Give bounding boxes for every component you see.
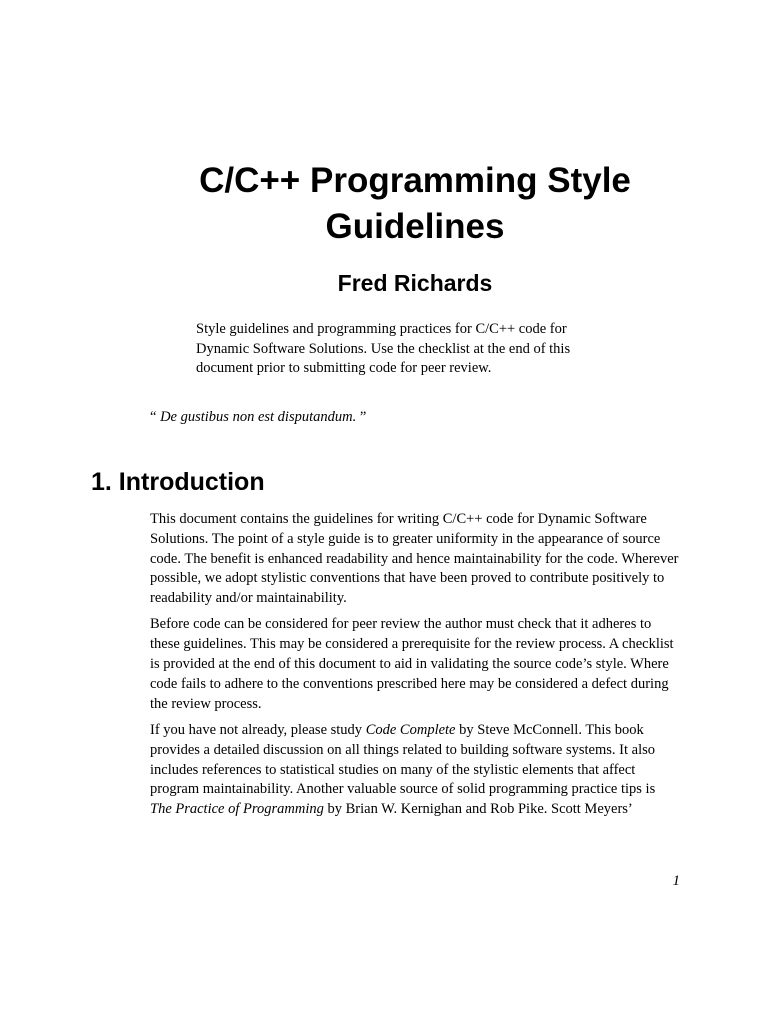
document-title: C/C++ Programming Style Guidelines: [199, 161, 631, 246]
paragraph-references: [150, 721, 680, 820]
author-name: Fred Richards: [337, 270, 493, 296]
book-title-code-complete: Code Complete: [365, 721, 456, 738]
book-title-practice-of-programming: The Practice of Programming: [150, 801, 324, 818]
paragraph-references-part-3: by Brian W. Kernighan and Rob Pike. Scott Meyers’: [323, 801, 633, 818]
epigraph-open-quote: “: [150, 409, 161, 425]
epigraph-text: De gustibus non est disputandum.: [160, 409, 357, 425]
section-heading: 1. Introduction: [91, 468, 265, 496]
paragraph-references-part-1: If you have not already, please study: [150, 721, 366, 738]
abstract: Style guidelines and programming practices for C/C++ code for Dynamic Software Solutions. Use the checklist at the end of this document prior to submitting code for peer review.: [196, 321, 571, 376]
section-body: [150, 510, 680, 826]
epigraph-close-quote: ”: [356, 409, 367, 425]
epigraph: [150, 408, 366, 428]
paragraph-references-part-2: by Steve McConnell. This book provides a detailed discussion on all things related to building software systems. It also includes references to statistical studies on many of the stylistic elements that affect program maintainability. Another valuable source of solid programming practice tips is: [150, 721, 656, 798]
paragraph-review: Before code can be considered for peer review the author must check that it adheres to these guidelines. This may be considered a prerequisite for the review process. A checklist is provided at the end of this document to aid in validating the source code’s style. Where code fails to adhere to the conventions prescribed here may be considered a defect during the review process.: [150, 616, 674, 712]
page-number: 1: [672, 873, 680, 889]
paragraph-intro: This document contains the guidelines for writing C/C++ code for Dynamic Software Solutions. The point of a style guide is to greater uniformity in the appearance of source code. The benefit is enhanced readability and hence maintainability for the code. Wherever possible, we adopt stylistic conventions that have been proved to contribute positively to readability and/or maintainability.: [150, 511, 679, 607]
